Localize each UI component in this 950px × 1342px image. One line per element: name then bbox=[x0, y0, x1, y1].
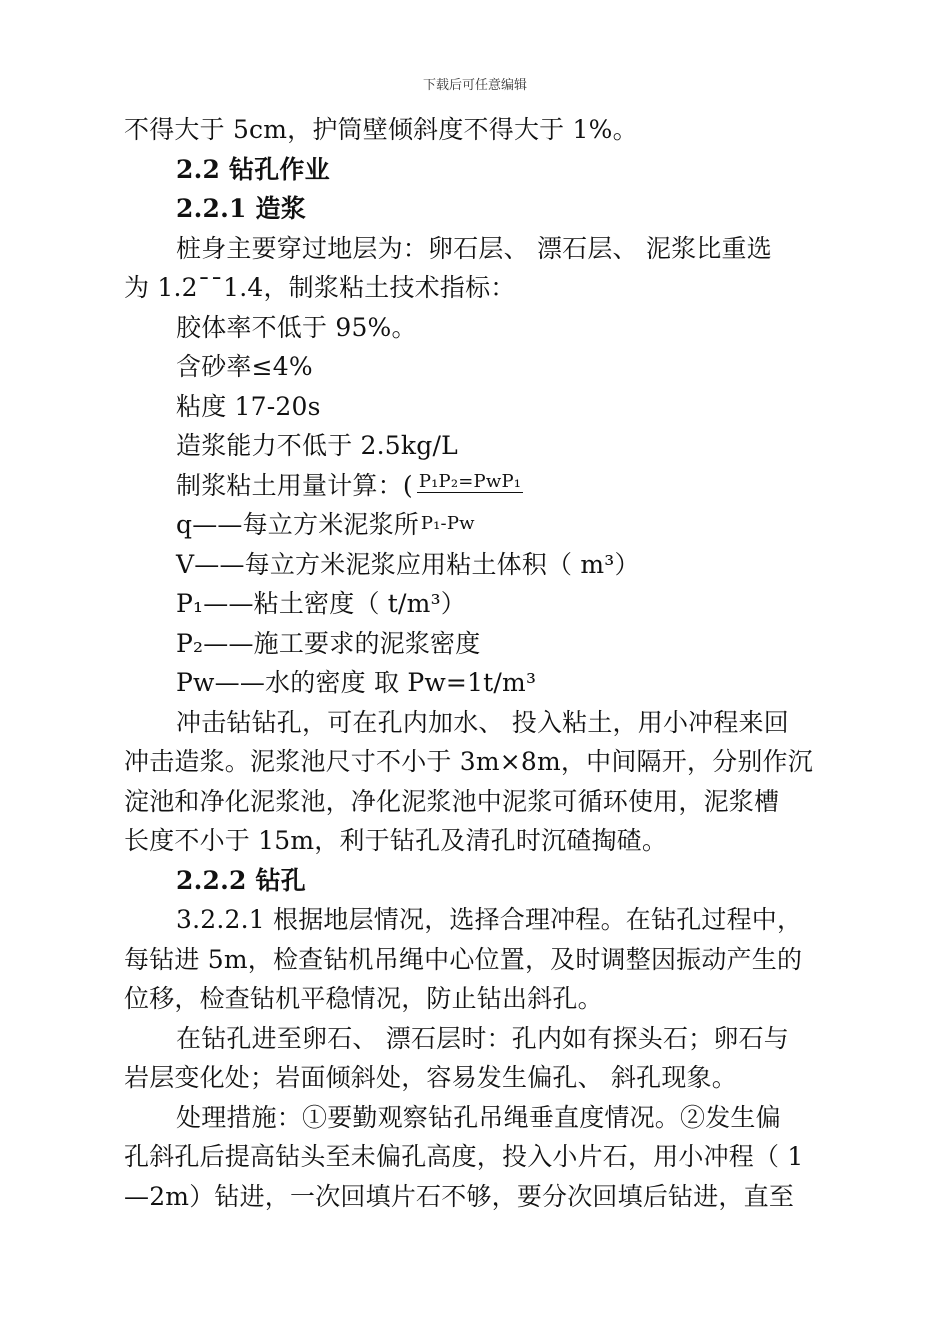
calc-clipped-char: ( bbox=[402, 470, 413, 500]
paragraph-line: 冲击造浆。泥浆池尺寸不小于 3m×8m，中间隔开，分别作沉 bbox=[124, 747, 813, 776]
paragraph-line: 处理措施：①要勤观察钻孔吊绳垂直度情况。②发生偏 bbox=[176, 1102, 781, 1132]
header-note: 下载后可任意编辑 bbox=[422, 78, 527, 93]
formula-denominator: P₁-Pw bbox=[420, 512, 475, 534]
variable-definition-q: q——每立方米泥浆所 bbox=[176, 510, 420, 539]
paragraph-line: 岩层变化处；岩面倾斜处，容易发生偏孔、 斜孔现象。 bbox=[124, 1063, 737, 1092]
paragraph-line: 每钻进 5m，检查钻机吊绳中心位置，及时调整因振动产生的 bbox=[124, 944, 803, 974]
section-heading-2-2: 2.2 钻孔作业 bbox=[176, 154, 330, 184]
spec-item: 含砂率≤4% bbox=[176, 352, 313, 381]
spec-item: 胶体率不低于 95%。 bbox=[176, 312, 417, 342]
paragraph-line: 位移，检查钻机平稳情况，防止钻出斜孔。 bbox=[124, 984, 603, 1013]
spec-item: 造浆能力不低于 2.5kg/L bbox=[176, 431, 458, 460]
formula-numerator: P₁P₂=PwP₁ bbox=[418, 470, 522, 492]
variable-definition-p1: P₁——粘土密度（ t/m³） bbox=[176, 589, 466, 618]
variable-definition-p2: P₂——施工要求的泥浆密度 bbox=[176, 628, 481, 658]
document-body bbox=[124, 110, 830, 1216]
paragraph-line: —2m）钻进，一次回填片石不够，要分次回填后钻进，直至 bbox=[124, 1181, 795, 1211]
paragraph-line: 淀池和净化泥浆池，净化泥浆池中泥浆可循环使用，泥浆槽 bbox=[124, 786, 780, 816]
paragraph-line: 孔斜孔后提高钻头至未偏孔高度，投入小片石，用小冲程（ 1 bbox=[124, 1142, 804, 1171]
paragraph-line: 长度不小于 15m，利于钻孔及清孔时沉碴掏碴。 bbox=[124, 826, 668, 855]
section-heading-2-2-1: 2.2.1 造浆 bbox=[176, 194, 306, 223]
formula bbox=[411, 466, 531, 534]
paragraph-line: 为 1.2¯¯1.4，制浆粘土技术指标： bbox=[124, 273, 516, 302]
variable-definition-pw: Pw——水的密度 取 Pw=1t/m³ bbox=[176, 668, 537, 697]
paragraph-line: 不得大于 5cm，护筒壁倾斜度不得大于 1%。 bbox=[124, 115, 638, 144]
section-heading-2-2-2: 2.2.2 钻孔 bbox=[176, 865, 306, 895]
spec-item: 粘度 17-20s bbox=[176, 391, 321, 421]
variable-definition-v: V——每立方米泥浆应用粘土体积（ m³） bbox=[176, 549, 640, 579]
paragraph-line: 冲击钻钻孔，可在孔内加水、 投入粘土，用小冲程来回 bbox=[176, 707, 789, 737]
paragraph-line: 在钻孔进至卵石、 漂石层时：孔内如有探头石；卵石与 bbox=[176, 1023, 789, 1053]
paragraph-line: 3.2.2.1 根据地层情况，选择合理冲程。在钻孔过程中， bbox=[176, 905, 803, 934]
paragraph-line: 桩身主要穿过地层为：卵石层、 漂石层、 泥浆比重选 bbox=[176, 233, 772, 263]
calc-label: 制浆粘土用量计算： bbox=[176, 470, 403, 500]
